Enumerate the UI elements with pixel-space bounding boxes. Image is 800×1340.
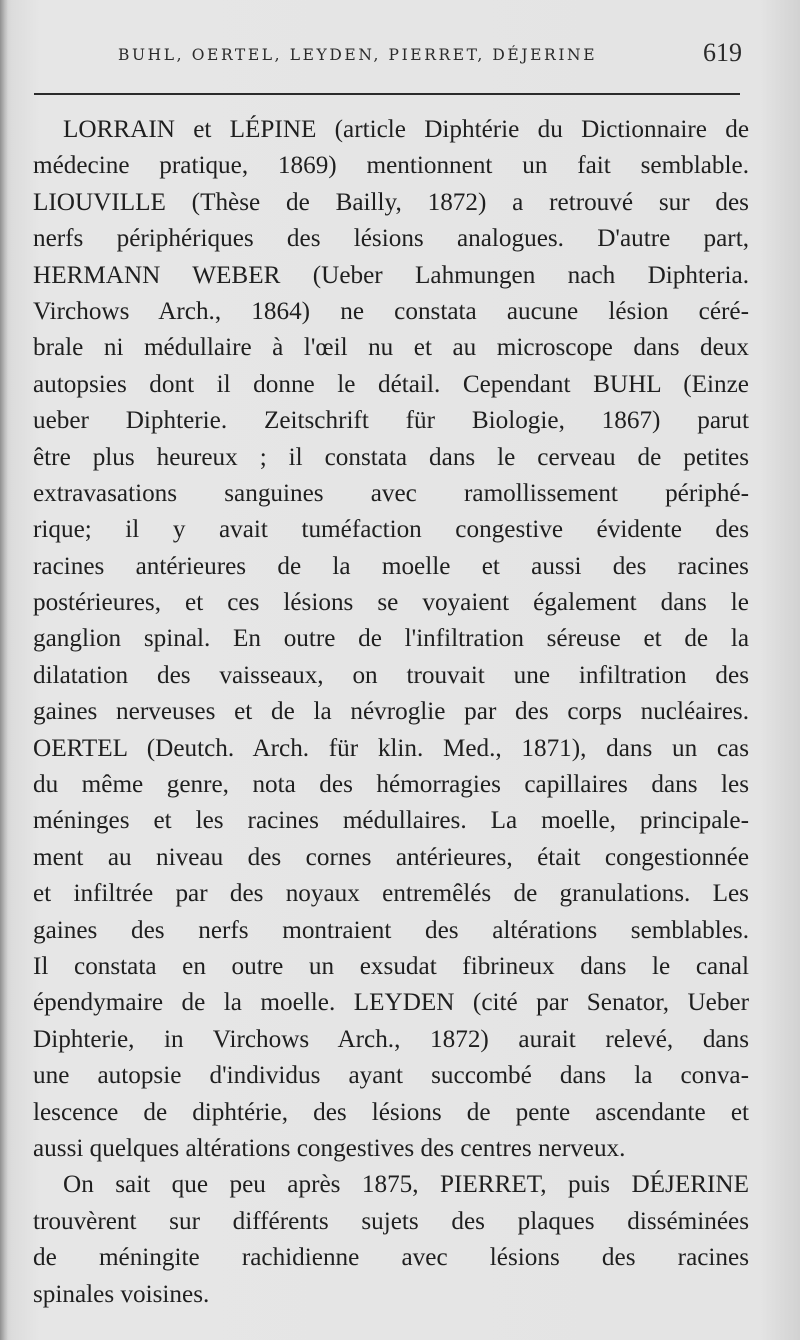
text-line: et infiltrée par des noyaux entremêlés de granulations. Les	[33, 880, 749, 908]
text-line: nerfs périphériques des lésions analogues. D'autre part,	[33, 225, 749, 253]
paragraph-2	[33, 1167, 749, 1313]
body-text	[33, 112, 749, 1313]
text-line: brale ni médullaire à l'œil nu et au microscope dans deux	[33, 334, 749, 362]
text-line: trouvèrent sur différents sujets des plaques disséminées	[33, 1207, 749, 1235]
page-gutter-shadow	[0, 0, 8, 1340]
text-line: de méningite rachidienne avec lésions des racines	[33, 1244, 749, 1272]
text-line: lescence de diphtérie, des lésions de pente ascendante et	[33, 1098, 749, 1126]
page-number: 619	[703, 38, 742, 67]
text-line: Il constata en outre un exsudat fibrineux dans le canal	[33, 952, 749, 980]
text-line: On sait que peu après 1875, PIERRET, puis DÉJERINE	[63, 1171, 749, 1199]
text-line: LIOUVILLE (Thèse de Bailly, 1872) a retrouvé sur des	[33, 188, 749, 216]
text-line: épendymaire de la moelle. LEYDEN (cité par Senator, Ueber	[33, 989, 749, 1017]
text-line: postérieures, et ces lésions se voyaient également dans le	[33, 589, 749, 617]
text-line: une autopsie d'individus ayant succombé dans la conva-	[33, 1062, 749, 1090]
text-line: gaines nerveuses et de la névroglie par des corps nucléaires.	[33, 698, 749, 726]
text-line: LORRAIN et LÉPINE (article Diphtérie du Dictionnaire de	[63, 116, 749, 143]
page-header	[0, 34, 800, 78]
header-rule	[34, 93, 740, 95]
text-line: racines antérieures de la moelle et aussi des racines	[33, 552, 749, 580]
text-line: aussi quelques altérations congestives des centres nerveux.	[33, 1134, 626, 1162]
text-line: ganglion spinal. En outre de l'infiltration séreuse et de la	[33, 625, 749, 653]
text-line: du même genre, nota des hémorragies capillaires dans les	[33, 771, 749, 799]
paragraph-1	[33, 112, 749, 1167]
text-line: Diphterie, in Virchows Arch., 1872) aurait relevé, dans	[33, 1025, 749, 1053]
text-line: ment au niveau des cornes antérieures, était congestionnée	[33, 843, 749, 871]
text-line: extravasations sanguines avec ramollissement périphé-	[33, 479, 749, 507]
text-line: HERMANN WEBER (Ueber Lahmungen nach Diphteria.	[33, 261, 749, 289]
text-line: rique; il y avait tuméfaction congestive évidente des	[33, 516, 749, 544]
text-line: être plus heureux ; il constata dans le cerveau de petites	[33, 443, 749, 471]
text-line: dilatation des vaisseaux, on trouvait une infiltration des	[33, 661, 749, 689]
text-line: gaines des nerfs montraient des altérations semblables.	[33, 916, 749, 944]
text-line: autopsies dont il donne le détail. Cependant BUHL (Einze	[33, 370, 749, 398]
text-line: ueber Diphterie. Zeitschrift für Biologie, 1867) parut	[33, 407, 749, 435]
text-line: médecine pratique, 1869) mentionnent un fait semblable.	[33, 152, 749, 180]
text-line: OERTEL (Deutch. Arch. für klin. Med., 1871), dans un cas	[33, 734, 749, 762]
text-line: spinales voisines.	[33, 1280, 210, 1308]
text-line: Virchows Arch., 1864) ne constata aucune lésion céré-	[33, 297, 749, 325]
text-line: méninges et les racines médullaires. La moelle, principale-	[33, 807, 749, 835]
running-head: BUHL, OERTEL, LEYDEN, PIERRET, DÉJERINE	[118, 46, 598, 64]
